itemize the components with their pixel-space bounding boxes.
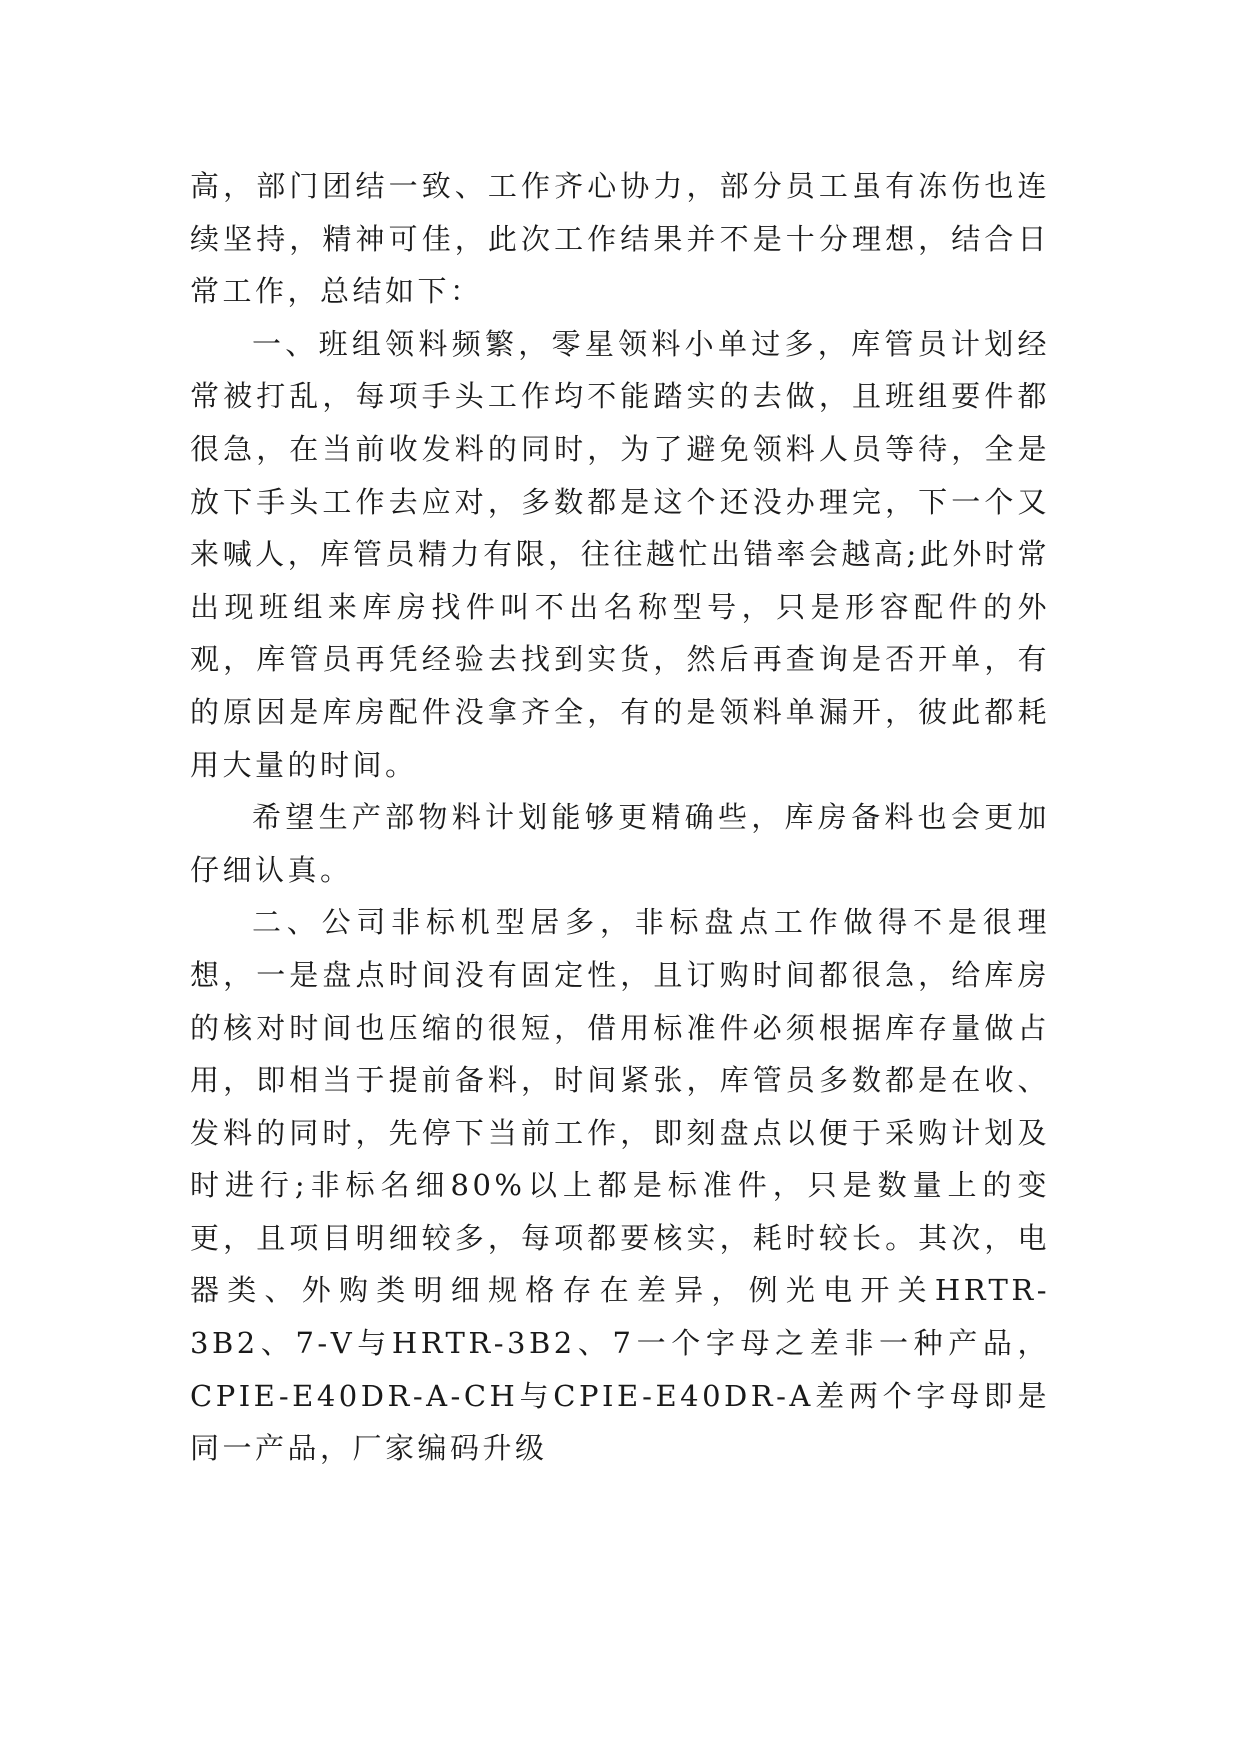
document-body [190, 160, 1050, 1475]
paragraph-section-two: 二、公司非标机型居多，非标盘点工作做得不是很理想，一是盘点时间没有固定性，且订购时间都很急，给库房的核对时间也压缩的很短，借用标准件必须根据库存量做占用，即相当于提前备料，时间紧张，库管员多数都是在收、发料的同时，先停下当前工作，即刻盘点以便于采购计划及时进行;非标名细80%以上都是标准件，只是数量上的变更，且项目明细较多，每项都要核实，耗时较长。其次，电器类、外购类明细规格存在差异，例光电开关HRTR-3B2、7-V与HRTR-3B2、7一个字母之差非一种产品，CPIE-E40DR-A-CH与CPIE-E40DR-A差两个字母即是同一产品，厂家编码升级 [190, 905, 1050, 1466]
paragraph-section-one: 一、班组领料频繁，零星领料小单过多，库管员计划经常被打乱，每项手头工作均不能踏实的去做，且班组要件都很急，在当前收发料的同时，为了避免领料人员等待，全是放下手头工作去应对，多数都是这个还没办理完，下一个又来喊人，库管员精力有限，往往越忙出错率会越高;此外时常出现班组来库房找件叫不出名称型号，只是形容配件的外观，库管员再凭经验去找到实货，然后再查询是否开单，有的原因是库房配件没拿齐全，有的是领料单漏开，彼此都耗用大量的时间。 [190, 326, 1050, 782]
paragraph-continuation: 高，部门团结一致、工作齐心协力，部分员工虽有冻伤也连续坚持，精神可佳，此次工作结果并不是十分理想，结合日常工作，总结如下： [190, 169, 1050, 309]
paragraph-hope: 希望生产部物料计划能够更精确些，库房备料也会更加仔细认真。 [190, 800, 1050, 887]
